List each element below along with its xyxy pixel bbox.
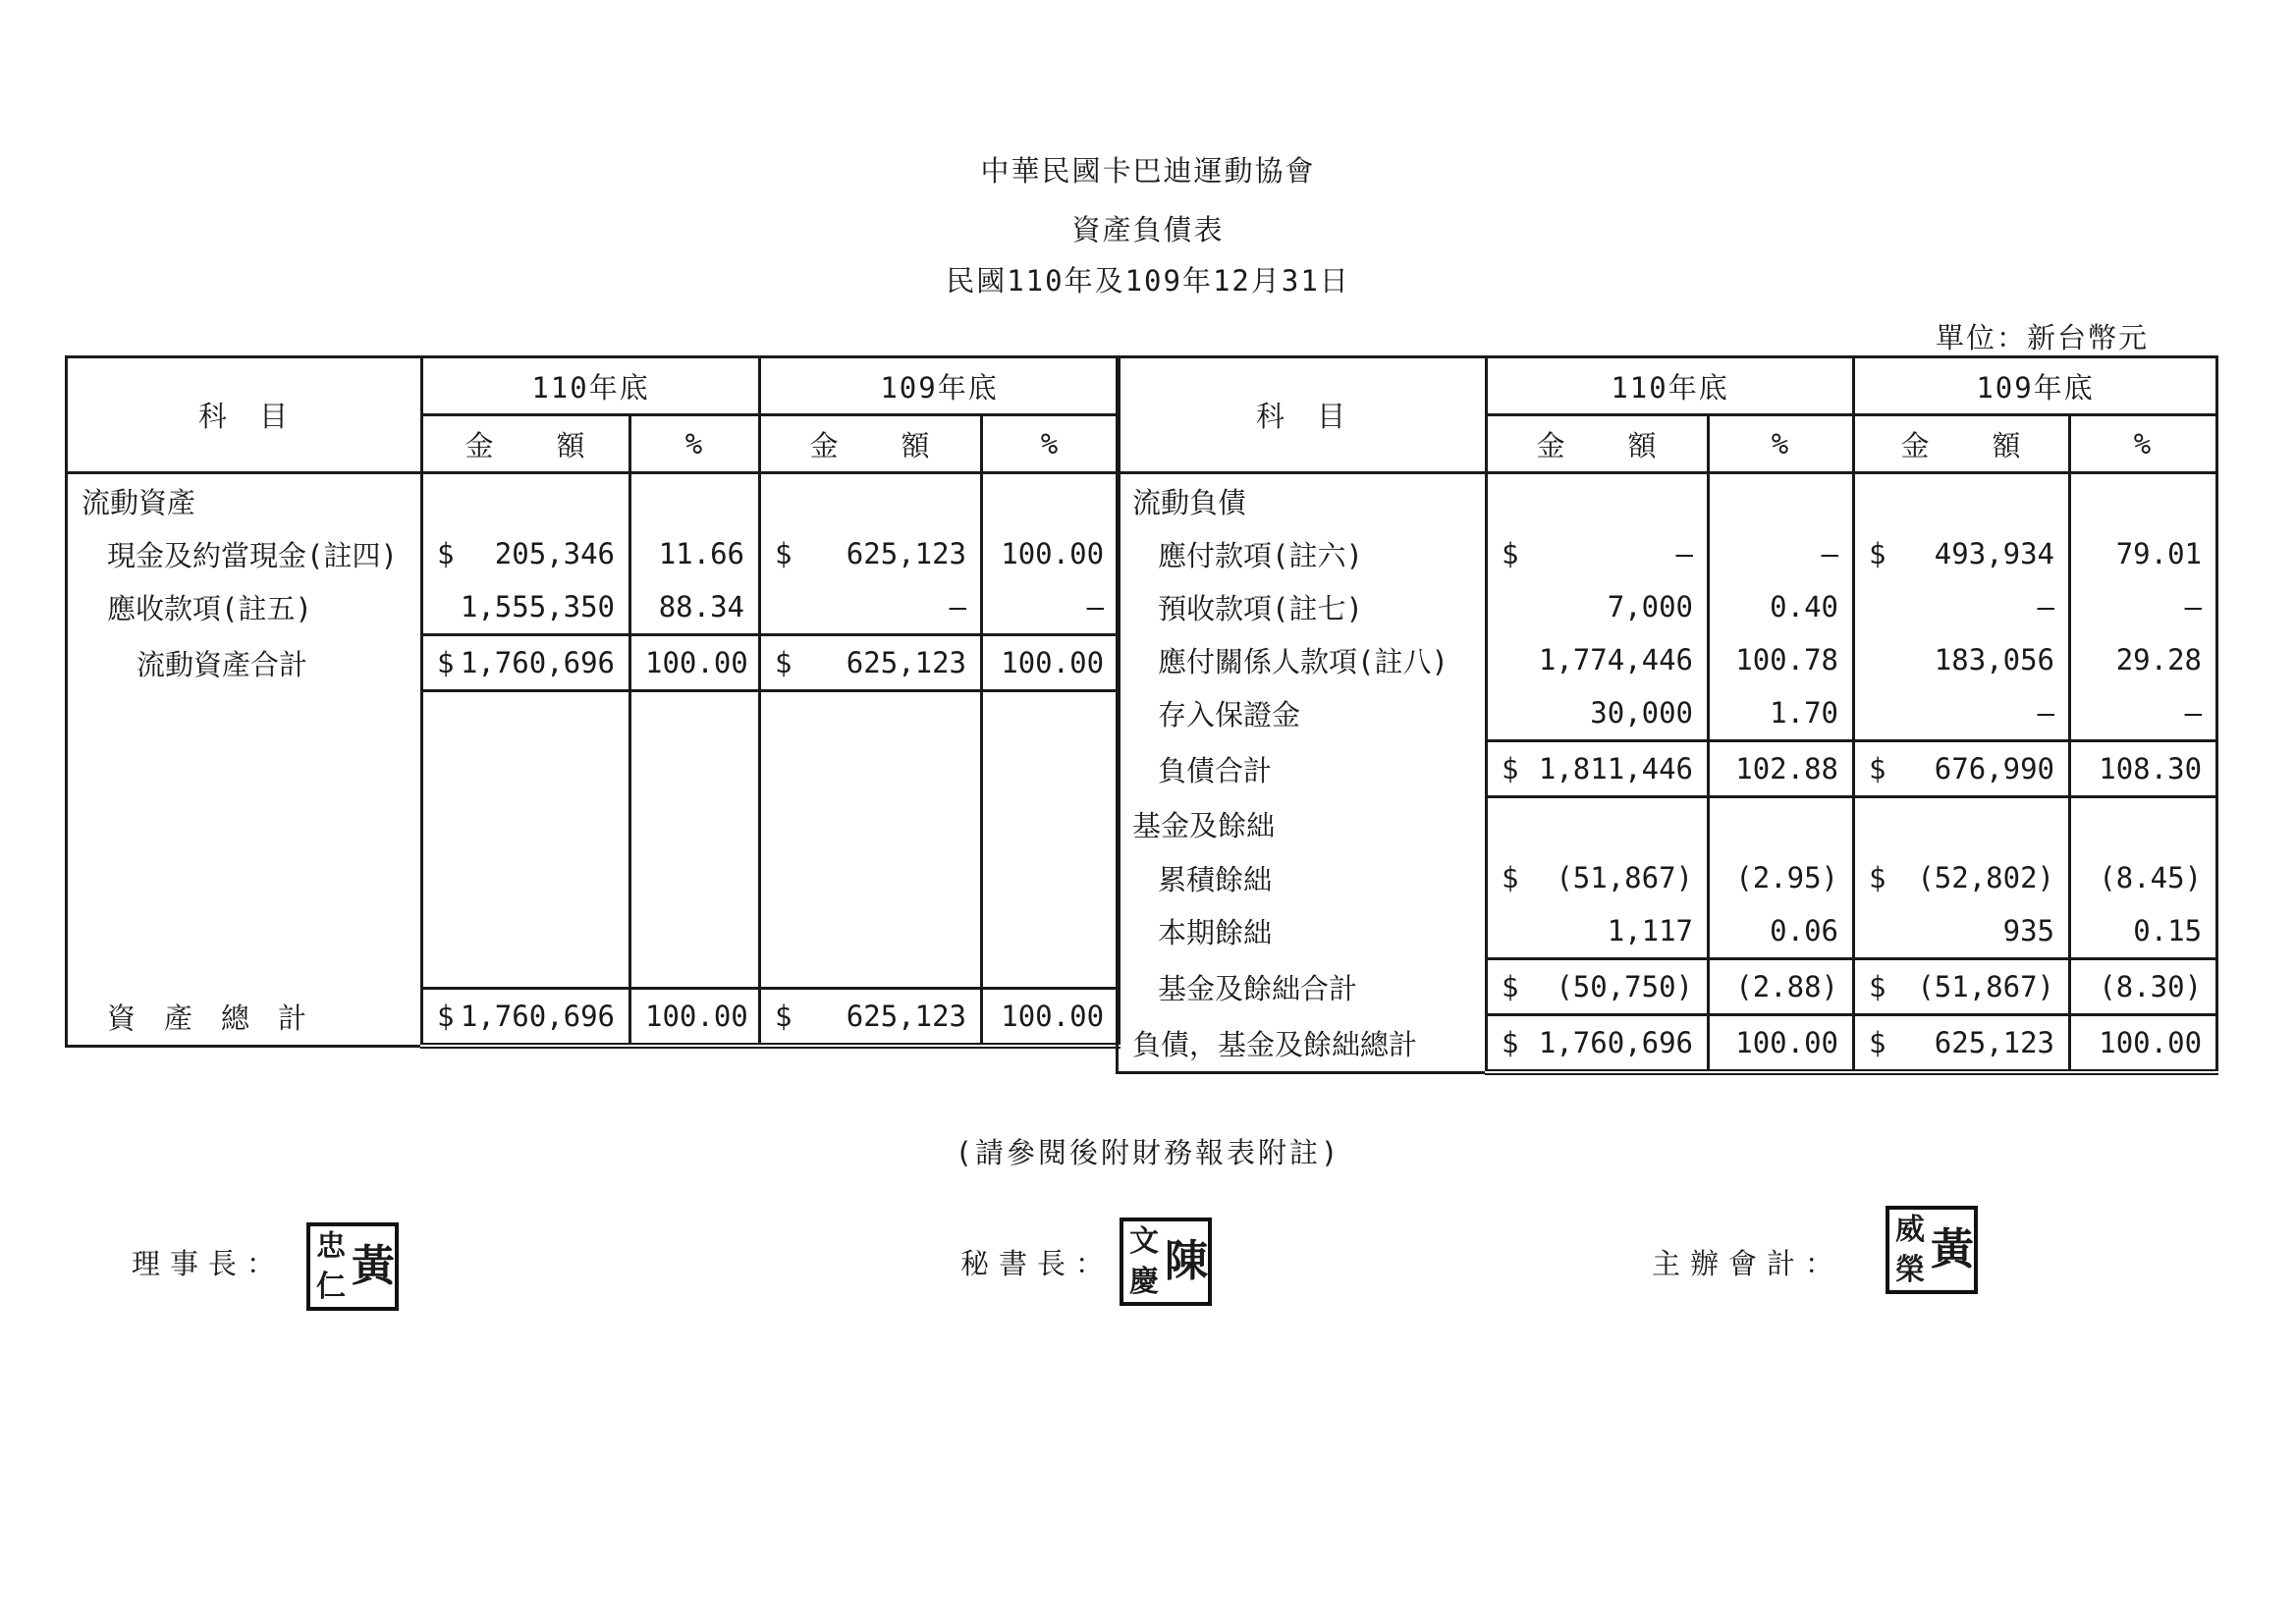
year-109-header: 109年底	[1854, 357, 2217, 415]
amount-header: 金 額	[422, 415, 630, 473]
pct-cell: 100.00	[1709, 1015, 1854, 1073]
pct-cell: 79.01	[2070, 527, 2217, 580]
table-row	[1118, 959, 2217, 1015]
amount-cell: $ 1,811,446	[1487, 741, 1709, 797]
pct-cell: 29.28	[2070, 633, 2217, 686]
table-row	[67, 473, 1120, 528]
currency-symbol: $	[775, 537, 793, 570]
table-row	[1118, 473, 2217, 528]
pct-header: %	[630, 415, 760, 473]
amount-cell: –	[760, 580, 982, 635]
section-label: 基金及餘絀	[1118, 797, 1487, 852]
pct-cell: 0.15	[2070, 904, 2217, 959]
table-row	[67, 527, 1120, 580]
year-109-header: 109年底	[760, 357, 1120, 415]
pct-cell: 100.00	[630, 989, 760, 1047]
pct-cell: –	[982, 580, 1120, 635]
currency-symbol: $	[437, 537, 455, 570]
pct-cell: –	[2070, 686, 2217, 741]
amount-cell: –	[1854, 686, 2070, 741]
amount-cell: $ 625,123	[760, 527, 982, 580]
currency-unit: 單位：新台幣元	[1935, 321, 2149, 354]
amount-cell: 7,000	[1487, 580, 1709, 633]
report-period: 民國110年及109年12月31日	[946, 264, 1350, 298]
pct-cell: (2.95)	[1709, 851, 1854, 904]
pct-cell: 100.00	[630, 635, 760, 691]
row-label: 應付款項(註六)	[1118, 527, 1487, 580]
row-label: 本期餘絀	[1118, 904, 1487, 959]
amount-cell: $ –	[1487, 527, 1709, 580]
amount-header: 金 額	[760, 415, 982, 473]
pct-cell: 108.30	[2070, 741, 2217, 797]
pct-cell: –	[2070, 580, 2217, 633]
amount-cell: $ (50,750)	[1487, 959, 1709, 1015]
table-row	[1118, 527, 2217, 580]
row-label: 存入保證金	[1118, 686, 1487, 741]
amount-cell: 935	[1854, 904, 2070, 959]
chair-seal: 黃 忠 仁	[306, 1222, 399, 1311]
table-row	[1118, 904, 2217, 959]
amount-cell: $ (51,867)	[1854, 959, 2070, 1015]
pct-cell: (2.88)	[1709, 959, 1854, 1015]
pct-header: %	[982, 415, 1120, 473]
amount-header: 金 額	[1854, 415, 2070, 473]
pct-cell: 0.06	[1709, 904, 1854, 959]
pct-cell: 0.40	[1709, 580, 1854, 633]
pct-header: %	[1709, 415, 1854, 473]
row-label: 累積餘絀	[1118, 851, 1487, 904]
row-label: 基金及餘絀合計	[1118, 959, 1487, 1015]
table-row	[1118, 851, 2217, 904]
report-title: 資產負債表	[1071, 213, 1225, 246]
subject-header: 科 目	[67, 357, 422, 473]
pct-cell: 1.70	[1709, 686, 1854, 741]
amount-cell: $ 676,990	[1854, 741, 2070, 797]
table-row	[67, 691, 1120, 989]
amount-cell: $ 205,346	[422, 527, 630, 580]
pct-cell: 102.88	[1709, 741, 1854, 797]
table-row	[1118, 633, 2217, 686]
amount-cell: 30,000	[1487, 686, 1709, 741]
subject-header: 科 目	[1118, 357, 1487, 473]
year-110-header: 110年底	[422, 357, 760, 415]
table-row	[67, 580, 1120, 635]
organization-name: 中華民國卡巴迪運動協會	[980, 154, 1316, 188]
amount-cell: 183,056	[1854, 633, 2070, 686]
year-110-header: 110年底	[1487, 357, 1854, 415]
amount-cell: $ 625,123	[760, 635, 982, 691]
assets-table	[65, 355, 1121, 1049]
secretary-seal: 陳 文 慶	[1120, 1218, 1212, 1306]
pct-cell: 100.00	[982, 635, 1120, 691]
row-label: 流動資產合計	[67, 635, 422, 691]
row-label: 負債合計	[1118, 741, 1487, 797]
pct-cell: 100.00	[2070, 1015, 2217, 1073]
pct-cell: –	[1709, 527, 1854, 580]
section-label: 流動負債	[1118, 473, 1487, 528]
liabilities-table	[1116, 355, 2218, 1075]
secretary-label: 秘書長：	[960, 1247, 1115, 1280]
amount-cell: $ 1,760,696	[422, 635, 630, 691]
section-label: 流動資產	[67, 473, 422, 528]
footnote: (請參閱後附財務報表附註)	[955, 1136, 1341, 1169]
amount-cell: $ (51,867)	[1487, 851, 1709, 904]
pct-cell: 11.66	[630, 527, 760, 580]
pct-cell: (8.45)	[2070, 851, 2217, 904]
amount-cell: $ 625,123	[760, 989, 982, 1047]
row-label: 應付關係人款項(註八)	[1118, 633, 1487, 686]
row-label: 資 產 總 計	[67, 989, 422, 1047]
amount-cell: 1,774,446	[1487, 633, 1709, 686]
pct-cell: 100.78	[1709, 633, 1854, 686]
amount-cell: $ 1,760,696	[1487, 1015, 1709, 1073]
table-row	[1118, 686, 2217, 741]
table-row	[1118, 741, 2217, 797]
row-label: 預收款項(註七)	[1118, 580, 1487, 633]
chair-label: 理事長：	[132, 1247, 286, 1280]
accountant-label: 主辦會計：	[1652, 1247, 1844, 1280]
pct-header: %	[2070, 415, 2217, 473]
table-row	[1118, 797, 2217, 852]
pct-cell: 88.34	[630, 580, 760, 635]
accountant-seal: 黃 威 榮	[1886, 1206, 1978, 1294]
amount-cell: 1,117	[1487, 904, 1709, 959]
amount-header: 金 額	[1487, 415, 1709, 473]
table-row	[67, 989, 1120, 1047]
amount-cell: $ 493,934	[1854, 527, 2070, 580]
pct-cell: 100.00	[982, 527, 1120, 580]
pct-cell: (8.30)	[2070, 959, 2217, 1015]
row-label: 現金及約當現金(註四)	[67, 527, 422, 580]
amount-cell: $ (52,802)	[1854, 851, 2070, 904]
amount-cell: –	[1854, 580, 2070, 633]
table-row	[1118, 1015, 2217, 1073]
amount-cell: $ 1,760,696	[422, 989, 630, 1047]
table-row	[1118, 580, 2217, 633]
pct-cell: 100.00	[982, 989, 1120, 1047]
amount-cell: 1,555,350	[422, 580, 630, 635]
table-row	[67, 635, 1120, 691]
row-label: 應收款項(註五)	[67, 580, 422, 635]
row-label: 負債，基金及餘絀總計	[1118, 1015, 1487, 1073]
amount-cell: $ 625,123	[1854, 1015, 2070, 1073]
